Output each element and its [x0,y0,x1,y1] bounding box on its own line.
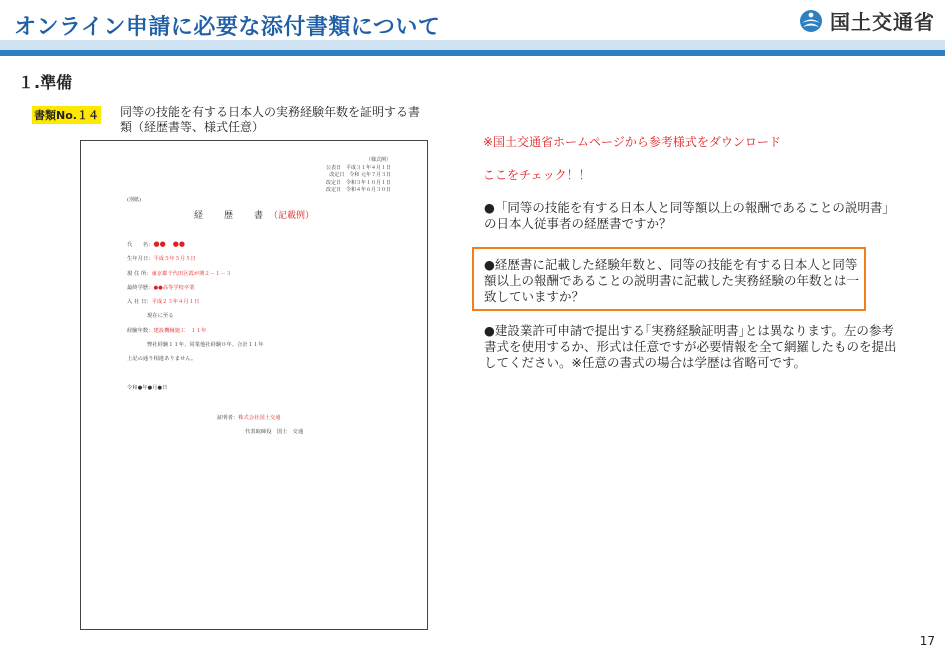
sample-row-label: 現 住 所： [127,271,152,277]
mlit-logo [798,6,935,35]
header-band-dark [0,50,945,56]
section-title: １.準備 [18,73,73,92]
sample-heading-note: （記載例） [269,211,315,221]
mlit-emblem-icon [798,8,824,34]
sample-row-value: ●● ●● [153,240,185,248]
sample-row-value: 平成５年５月５日 [153,256,196,262]
document-number-tag: 書類No.１４ [32,106,101,124]
sample-row [127,269,231,277]
page-number: 17 [919,634,935,648]
sample-date-line: 改定日 令和４年６月３０日 [325,187,391,193]
sample-heading-text: 経 歴 書 [193,211,269,221]
sample-row-value: 弊社経験１１年、同業他社経験０年、合計１１年 [147,342,264,348]
sample-row-value: 建設機械施工 １１年 [153,328,207,334]
sample-proof [217,413,281,421]
sample-proof-label: 証明者： [217,415,239,421]
checklist-item-highlighted: ●経歴書に記載した経験年数と、同等の技能を有する日本人と同等額以上の報酬であることの説明書に記載した実務経験の年数とは一致していますか？ [484,257,860,304]
header-band-light [0,40,945,50]
sample-representative: 代表取締役 国土 交通 [245,429,304,435]
sample-row-value: ●●高等学校卒業 [153,285,195,291]
sample-date-line: 公表日 平成３１年４月１日 [325,164,391,171]
sample-confirm-text: 上記の通り相違ありません。 [127,356,197,362]
sample-attachment-tag: (別紙) [127,197,141,203]
sample-row [127,283,195,291]
sample-date: 令和●年●月●日 [127,385,168,391]
sample-row-value: 現在に至る [147,313,174,319]
sample-row-value: 東京都千代田区霞が関２－１－３ [151,271,232,277]
sample-company: 株式会社国土交通 [238,415,281,421]
sample-row-label: 氏 名： [127,242,154,248]
sample-row-value: 平成２３年４月１日 [151,299,200,305]
logo-text: 国土交通省 [830,10,935,34]
download-note: ※国土交通省ホームページから参考様式をダウンロード [483,135,781,149]
sample-style-label: （様式例） [365,157,391,163]
sample-row [127,326,206,334]
document-description: 同等の技能を有する日本人の実務経験年数を証明する書類（経歴書等、様式任意） [120,105,421,134]
sample-form-image [80,140,428,630]
sample-row-label: 生年月日： [127,256,154,262]
sample-row [127,254,196,262]
check-note: ここをチェック！！ [483,168,591,182]
page-title: オンライン申請に必要な添付書類について [14,15,441,40]
sample-date-block [326,157,391,195]
sample-row-label: 入 社 日： [127,299,152,305]
checklist-item: ●建設業許可申請で提出する｢実務経験証明書｣とは異なります。左の参考書式を使用するか、形式は任意ですが必要情報を全て網羅したものを提出してください。※任意の書式の場合は学歴は省略可です。 [484,323,897,370]
sample-row-label: 最終学歴： [127,285,154,291]
checklist-item: ●「同等の技能を有する日本人と同等額以上の報酬であることの説明書」の日本人従事者の経歴書ですか？ [484,200,889,231]
sample-row [127,239,185,249]
sample-date-line: 改定日 令和３年１０月１日 [325,179,391,186]
sample-date-line: 改定日 令和 元年７月３日 [329,172,391,178]
sample-row-label: 経験年数： [127,328,154,334]
sample-row [127,297,199,305]
sample-heading [81,208,427,221]
